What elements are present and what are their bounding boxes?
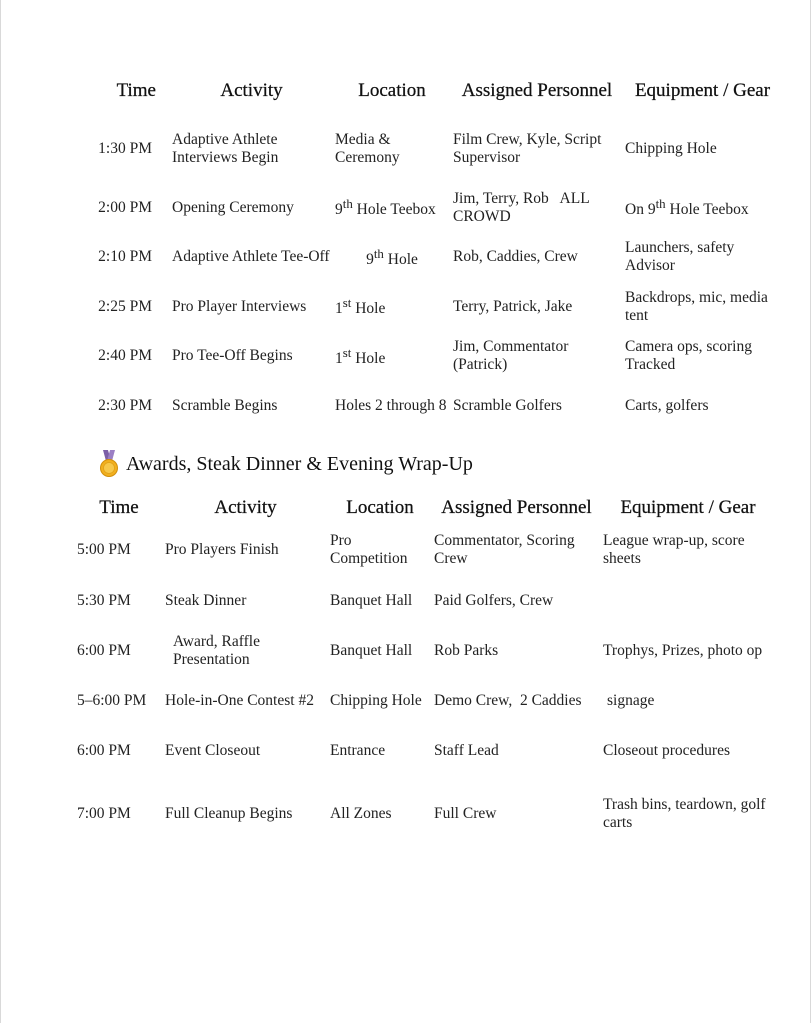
time-cell: 5:00 PM (77, 541, 131, 558)
section-heading (98, 450, 473, 478)
time-cell: 7:00 PM (77, 805, 131, 822)
table-row (92, 108, 782, 189)
time-cell: 5–6:00 PM (77, 692, 147, 709)
equipment-cell: Backdrops, mic, media tent (625, 288, 768, 324)
equipment-cell (601, 576, 775, 625)
location-text: Hole (383, 251, 418, 269)
location-cell: Entrance (330, 742, 386, 759)
section-title: Awards, Steak Dinner & Evening Wrap-Up (126, 452, 473, 475)
personnel-cell: Demo Crew, 2 Caddies (434, 692, 582, 709)
time-cell: 2:30 PM (98, 396, 152, 414)
time-cell: 2:00 PM (98, 198, 152, 216)
table-row (92, 189, 782, 226)
personnel-cell: Jim, Terry, Rob ALL CROWD (453, 189, 593, 225)
equipment-cell: Camera ops, scoring Tracked (625, 338, 752, 373)
equipment-cell: Trash bins, teardown, golf carts (603, 796, 766, 831)
header-location: Location (346, 497, 414, 518)
activity-cell: Event Closeout (165, 742, 261, 759)
header-personnel: Assigned Personnel (441, 497, 592, 518)
table-row (75, 625, 775, 677)
header-location: Location (358, 80, 426, 101)
personnel-cell: Rob Parks (434, 642, 499, 659)
header-activity: Activity (220, 80, 283, 101)
table-row (75, 677, 775, 725)
table-row (75, 524, 775, 576)
personnel-cell: Rob, Caddies, Crew (453, 248, 578, 265)
personnel-cell: Commentator, Scoring Crew (434, 532, 575, 567)
activity-cell: Pro Players Finish (165, 541, 279, 558)
location-text: Hole (351, 300, 386, 318)
location-cell (333, 189, 451, 226)
location-number: 1 (335, 350, 343, 368)
location-number: 9 (366, 251, 374, 269)
location-ordinal: th (373, 245, 384, 261)
schedule-table-2 (75, 492, 775, 851)
activity-cell: Steak Dinner (165, 591, 247, 609)
location-cell: All Zones (330, 805, 392, 822)
location-cell (333, 226, 451, 288)
activity-cell: Pro Player Interviews (172, 297, 307, 315)
activity-cell: Pro Tee-Off Begins (172, 347, 293, 364)
activity-cell: Adaptive Athlete Tee-Off (172, 248, 330, 265)
location-cell: Media & Ceremony (335, 130, 400, 166)
table-row (75, 576, 775, 625)
activity-cell: Award, Raffle Presentation (173, 633, 260, 668)
time-cell: 2:40 PM (98, 347, 152, 364)
location-cell (333, 325, 451, 387)
location-cell: Banquet Hall (330, 591, 413, 609)
activity-cell: Opening Ceremony (172, 198, 294, 216)
table-row (92, 226, 782, 288)
personnel-cell: Scramble Golfers (453, 396, 562, 414)
header-equipment: Equipment / Gear (620, 497, 756, 518)
time-cell: 1:30 PM (98, 139, 152, 157)
equipment-cell: Trophys, Prizes, photo op (603, 642, 763, 659)
activity-cell: Full Cleanup Begins (165, 805, 293, 822)
time-cell: 6:00 PM (77, 742, 131, 759)
header-time: Time (116, 80, 156, 101)
table-row (92, 288, 782, 325)
location-cell: Banquet Hall (330, 642, 413, 659)
header-time: Time (99, 497, 139, 518)
equipment-cell: Closeout procedures (603, 742, 730, 759)
header-activity: Activity (214, 497, 277, 518)
location-ordinal: st (342, 295, 352, 311)
time-cell: 2:25 PM (98, 297, 152, 315)
personnel-cell: Staff Lead (434, 742, 499, 759)
location-number: 9 (335, 201, 343, 219)
equipment-cell: Launchers, safety Advisor (625, 239, 735, 274)
location-number: 1 (335, 300, 343, 318)
equipment-cell: Carts, golfers (625, 396, 709, 414)
activity-cell: Scramble Begins (172, 396, 278, 414)
time-cell: 6:00 PM (77, 642, 131, 659)
location-text: Hole (351, 350, 386, 368)
table-row (75, 777, 775, 851)
location-text: Hole Teebox (352, 201, 436, 219)
location-cell: Chipping Hole (330, 692, 422, 709)
equipment-cell: signage (607, 692, 655, 709)
medal-icon (98, 450, 120, 478)
personnel-cell: Paid Golfers, Crew (434, 591, 554, 609)
personnel-cell: Full Crew (434, 805, 497, 822)
activity-cell: Hole-in-One Contest #2 (165, 692, 314, 709)
schedule-table-1 (92, 74, 782, 424)
location-ordinal: th (342, 196, 353, 212)
equipment-cell: League wrap-up, score sheets (603, 532, 745, 567)
time-cell: 2:10 PM (98, 248, 152, 265)
equipment-text: On 9 (625, 201, 656, 219)
personnel-cell: Jim, Commentator (Patrick) (453, 338, 569, 373)
table-row (92, 325, 782, 387)
location-cell: Holes 2 through 8 (335, 396, 447, 414)
equipment-ordinal: th (655, 196, 666, 212)
header-equipment: Equipment / Gear (634, 80, 771, 101)
table-header-row (92, 74, 782, 108)
location-cell: Pro Competition (330, 532, 408, 567)
equipment-text-rest: Hole Teebox (665, 201, 749, 219)
table-row (75, 725, 775, 777)
location-ordinal: st (342, 344, 352, 360)
activity-cell: Adaptive Athlete Interviews Begin (172, 130, 279, 166)
table-header-row (75, 492, 775, 524)
equipment-cell: Chipping Hole (625, 139, 717, 157)
time-cell: 5:30 PM (77, 591, 131, 609)
personnel-cell: Film Crew, Kyle, Script Supervisor (453, 130, 602, 166)
personnel-cell: Terry, Patrick, Jake (453, 297, 573, 315)
table-row (92, 387, 782, 424)
header-personnel: Assigned Personnel (461, 80, 613, 101)
equipment-cell (623, 189, 782, 226)
location-cell (333, 288, 451, 325)
